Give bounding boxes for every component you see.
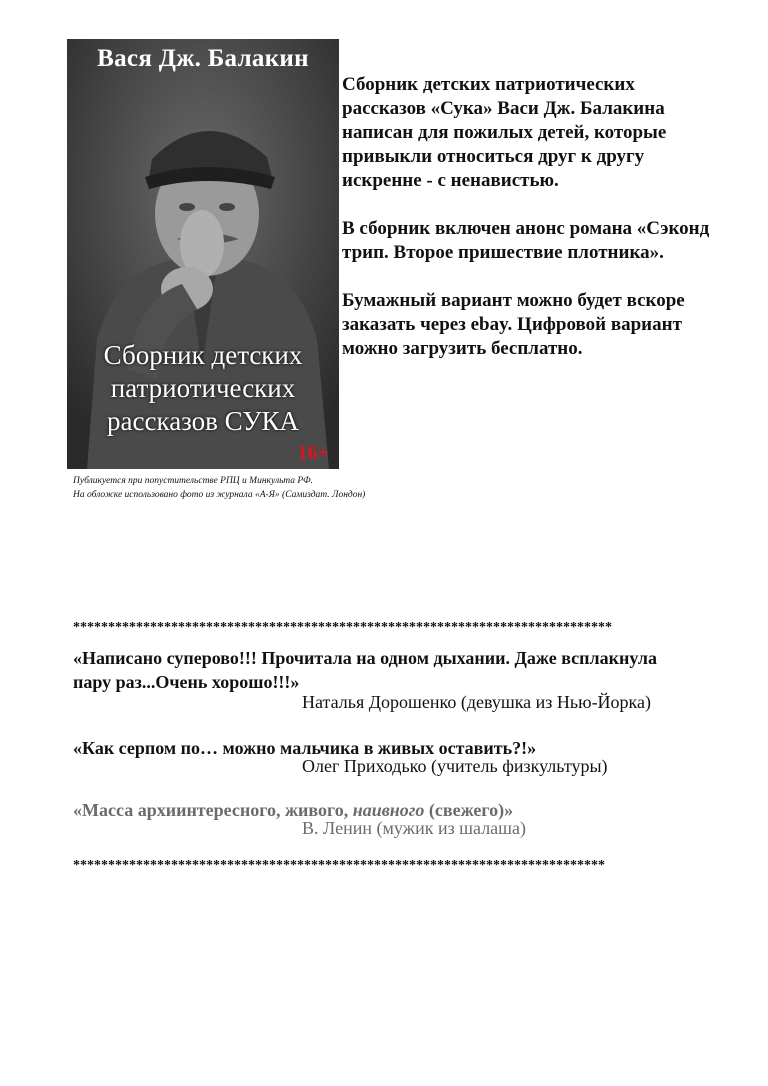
cover-title-line: Сборник детских bbox=[103, 340, 303, 370]
review-quote: «Написано суперово!!! Прочитала на одном дыхании. Даже всплакнула пару раз...Очень хорошо!!!» bbox=[73, 648, 657, 692]
cover-title bbox=[67, 339, 339, 438]
description-paragraph: Сборник детских патриотических рассказов «Сука» Васи Дж. Балакина написан для пожилых детей, которые привыкли относиться друг к другу искренне - с ненавистью. bbox=[342, 74, 667, 191]
book-cover-image bbox=[67, 39, 339, 469]
review-author: В. Ленин (мужик из шалаша) bbox=[302, 818, 527, 838]
review-author: Олег Приходько (учитель физкультуры) bbox=[302, 756, 608, 776]
separator-top: ***************************************************************************** bbox=[73, 620, 612, 635]
caption-line: Публикуется при попустительстве РПЦ и Минкульта РФ. bbox=[73, 476, 313, 486]
cover-author-name: Вася Дж. Балакин bbox=[97, 45, 309, 72]
cover-caption bbox=[73, 474, 473, 502]
description-paragraph: В сборник включен анонс романа «Сэконд трип. Второе пришествие плотника». bbox=[342, 218, 710, 263]
quote-text: «Масса архиинтересного, живого, bbox=[73, 800, 353, 820]
age-rating-badge: 16+ bbox=[297, 442, 329, 464]
separator-bottom: **************************************************************************** bbox=[73, 858, 605, 873]
cover-title-line: рассказов СУКА bbox=[107, 406, 299, 436]
description-paragraph: Бумажный вариант можно будет вскоре заказать через ebay. Цифровой вариант можно загрузить бесплатно. bbox=[342, 290, 685, 359]
cover-title-line: патриотических bbox=[110, 373, 296, 403]
caption-line: На обложке использовано фото из журнала «А-Я» (Самиздат. Лондон) bbox=[73, 490, 366, 500]
book-description bbox=[342, 73, 712, 385]
quote-text: (свежего)» bbox=[424, 800, 514, 820]
review-author: Наталья Дорошенко (девушка из Нью-Йорка) bbox=[302, 692, 652, 712]
review-quote: «Как серпом по… можно мальчика в живых оставить?!» bbox=[73, 738, 537, 758]
quote-italic-word: наивного bbox=[352, 800, 425, 820]
